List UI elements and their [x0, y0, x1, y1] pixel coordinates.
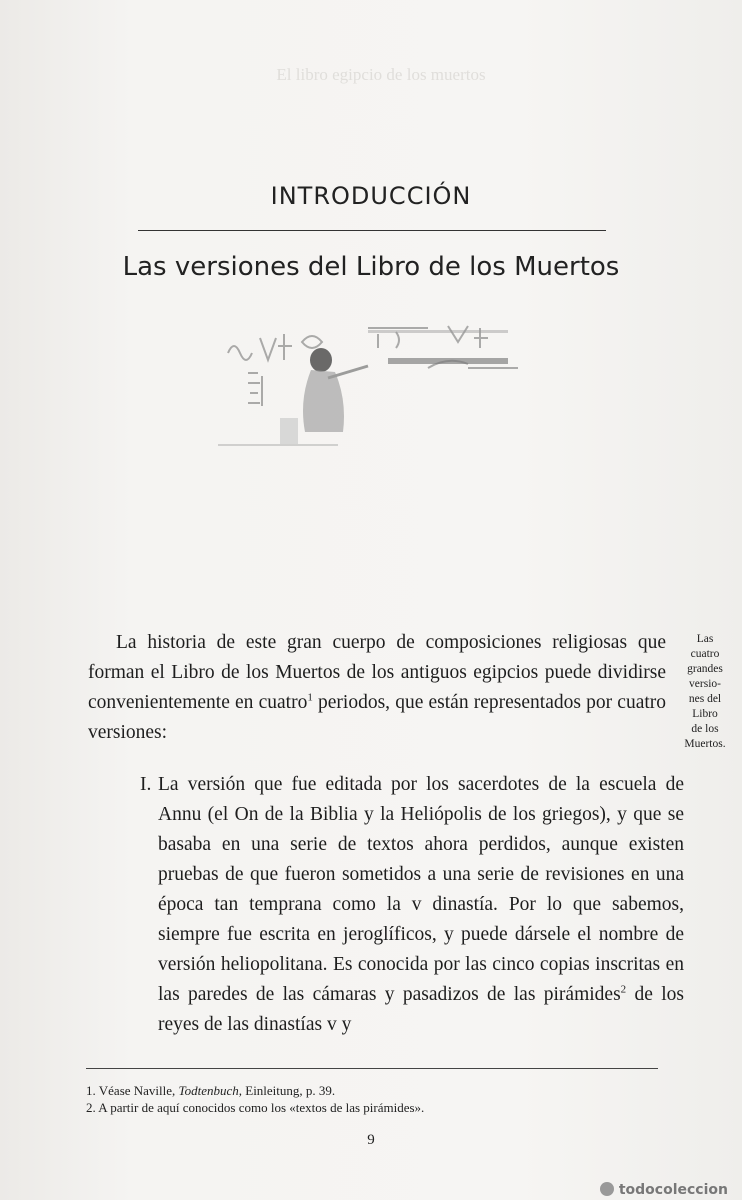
list-item-text-cont: de los reyes de las dinastías v y	[158, 984, 684, 1035]
version-list-item-1	[140, 770, 684, 1040]
list-item-text: La versión que fue editada por los sacerdotes de la escuela de Annu (el On de la Biblia y la Heliópolis de los griegos), y que se basaba en una serie de textos ahora perdidos, aunque existen pruebas de que fueron sometidos a una serie de revisiones en una época tan temprana como la v dinastía. Por lo que sabemos, siempre fue escrita en jeroglíficos, y puede dársele el nombre de versión heliopolitana. Es conocida por las cinco copias inscritas en las paredes de las cámaras y pasadizos de las pirámides	[158, 774, 684, 1005]
paragraph-text-cont: periodos, que están representados por cuatro versiones:	[88, 692, 667, 743]
title-rule	[138, 230, 606, 231]
margin-note-line: Libro	[692, 708, 718, 720]
paragraph-text: La historia de este gran cuerpo de composiciones religiosas que forman el Libro de los Muertos de los antiguos egipcios puede dividirse convenientemente en cuatro	[88, 632, 666, 713]
footnote-rule	[86, 1068, 658, 1069]
margin-note-line: cuatro	[690, 648, 720, 660]
watermark-text: todocoleccion	[618, 1182, 728, 1198]
intro-paragraph	[88, 628, 666, 748]
chapter-title: INTRODUCCIÓN	[270, 182, 472, 210]
page-number: 9	[367, 1132, 375, 1148]
bleed-through-text	[50, 62, 712, 270]
margin-note-line: Las	[696, 633, 714, 645]
margin-note	[677, 632, 733, 752]
footnote-1-suffix: Einleitung, p. 39.	[242, 1083, 336, 1098]
margin-note-line: versio-	[689, 678, 721, 690]
margin-note-line: Muertos.	[684, 738, 726, 750]
margin-note-line: grandes	[687, 663, 723, 675]
list-number: I.	[140, 774, 152, 795]
footnote-1	[86, 1082, 666, 1099]
watermark-logo-icon	[600, 1182, 614, 1196]
footnote-ref-1[interactable]: 1	[307, 691, 313, 704]
footnote-ref-2[interactable]: 2	[620, 983, 627, 996]
footnote-1-title: Todtenbuch,	[178, 1083, 242, 1098]
watermark	[600, 1182, 728, 1198]
footnotes	[86, 1082, 666, 1116]
footnote-1-prefix: 1. Véase Naville,	[86, 1083, 179, 1098]
ghost-running-head: El libro egipcio de los muertos	[276, 65, 486, 84]
egyptian-vignette-illustration	[218, 298, 528, 458]
margin-note-line: de los	[691, 723, 719, 735]
margin-note-line: nes del	[688, 693, 722, 705]
footnote-2: 2. A partir de aquí conocidos como los «textos de las pirámides».	[86, 1100, 425, 1115]
chapter-subtitle: Las versiones del Libro de los Muertos	[122, 252, 620, 282]
